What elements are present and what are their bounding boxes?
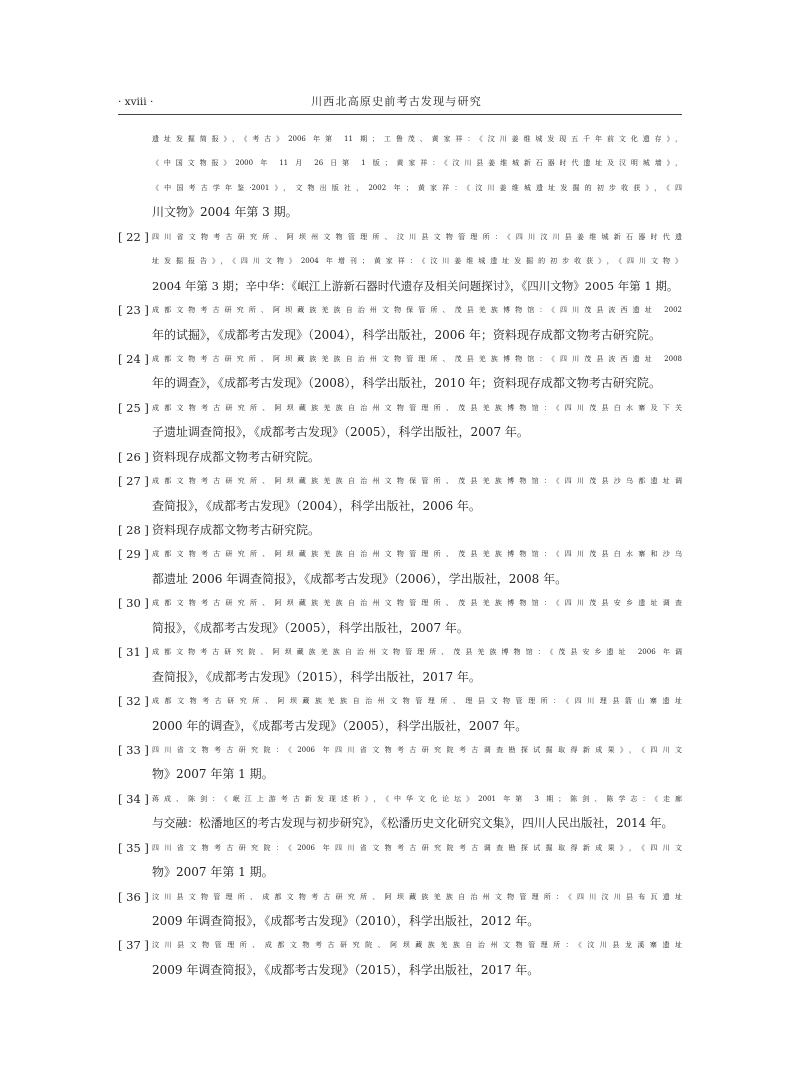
reference-line: 年的调查》，《成都考古发现》（2008），科学出版社，2010 年；资料现存成都文物考古研究院。 (152, 376, 661, 391)
reference-line: 年的试掘》，《成都考古发现》（2004），科学出版社，2006 年；资料现存成都文物考古研究院。 (152, 327, 661, 342)
reference-24 (118, 347, 682, 396)
reference-number: [ 37 ] (118, 938, 149, 953)
reference-29 (118, 542, 682, 591)
reference-line: 成都文物考古研究所、阿坝藏族羌族自治州文物保管所、茂县羌族博物馆：《四川茂县波西遗址 2002 (152, 306, 682, 315)
reference-line: 四川省文物考古研究所、阿坝州文物管理所、汶川县文物管理所：《四川汶川县姜维城新石器时代遗 (152, 232, 682, 241)
header-rule (118, 114, 682, 115)
reference-number: [ 32 ] (118, 694, 149, 709)
reference-line: 四川省文物考古研究院：《2006 年四川省文物考古研究院考古调查勘探试掘取得新成果》，《四川文 (152, 745, 682, 754)
reference-number: [ 22 ] (118, 229, 149, 244)
reference-line: 2004 年第 3 期；辛中华：《岷江上游新石器时代遗存及相关问题探讨》，《四川文物》2005 年第 1 期。 (152, 278, 679, 293)
reference-line: 2009 年调查简报》，《成都考古发现》（2015），科学出版社，2017 年。 (152, 962, 540, 977)
reference-37 (118, 933, 682, 982)
reference-continued (118, 127, 682, 225)
reference-line: 子遗址调查简报》，《成都考古发现》（2005），科学出版社，2007 年。 (152, 425, 529, 440)
reference-line: 成都文物考古研究所、阿坝藏族羌族自治州文物管理所、茂县羌族博物馆：《四川茂县安乡遗址调查 (152, 599, 682, 608)
reference-line: 成都文物考古研究院、阿坝藏族羌族自治州文物管理所、茂县羌族博物馆：《茂县安乡遗址 2006 年调 (152, 648, 682, 657)
reference-23 (118, 298, 682, 347)
reference-line: 《中国考古学年鉴·2001》，文物出版社，2002 年；黄家祥：《汶川姜维城遗址发掘的初步收获》，《四 (152, 183, 682, 192)
reference-line: 成都文物考古研究所、阿坝藏族羌族自治州文物管理所、茂县羌族博物馆：《四川茂县白水寨及下关 (152, 403, 682, 412)
reference-line: 汶川县文物管理所、成都文物考古研究院、阿坝藏族羌族自治州文物管理所：《汶川县龙溪寨遗址 (152, 941, 682, 950)
reference-36 (118, 885, 682, 934)
reference-number: [ 31 ] (118, 645, 149, 660)
reference-number: [ 24 ] (118, 351, 149, 366)
reference-32 (118, 689, 682, 738)
reference-line: 遗址发掘简报》，《考古》2006 年第 11 期；工鲁茂、黄家祥：《汶川姜维城发现五千年前文化遗存》， (152, 135, 682, 143)
reference-line: 汶川县文物管理所、成都文物考古研究所、阿坝藏族羌族自治州文物管理所：《四川汶川县布瓦遗址 (152, 892, 682, 901)
reference-number: [ 27 ] (118, 474, 149, 489)
reference-number: [ 30 ] (118, 596, 149, 611)
reference-28 (118, 518, 682, 542)
reference-line: 2000 年的调查》，《成都考古发现》（2005），科学出版社，2007 年。 (152, 718, 528, 733)
reference-30 (118, 591, 682, 640)
reference-line: 都遗址 2006 年调查简报》，《成都考古发现》（2006），学出版社，2008 年。 (152, 571, 568, 586)
reference-line: 简报》，《成都考古发现》（2005），科学出版社，2007 年。 (152, 620, 469, 635)
reference-number: [ 23 ] (118, 303, 149, 318)
running-title: 川西北高原史前考古发现与研究 (311, 95, 482, 108)
reference-33 (118, 738, 682, 787)
reference-line: 物》2007 年第 1 期。 (152, 767, 274, 782)
reference-line: 四川省文物考古研究院：《2006 年四川省文物考古研究院考古调查勘探试掘取得新成果》，《四川文 (152, 843, 682, 852)
reference-line: 《中国文物报》2000 年 11 月 26 日第 1 版；黄家祥：《汶川县姜维城新石器时代遗址及汉明城墙》， (152, 159, 682, 168)
reference-26 (118, 445, 682, 469)
reference-34 (118, 787, 682, 836)
reference-line: 资料现存成都文物考古研究院。 (152, 523, 321, 537)
reference-number: [ 36 ] (118, 889, 149, 904)
reference-number: [ 26 ] (118, 449, 149, 464)
reference-number: [ 28 ] (118, 523, 149, 537)
reference-line: 成都文物考古研究所、阿坝藏族羌族自治州文物管理所、茂县羌族博物馆：《四川茂县白水寨和沙乌 (152, 550, 682, 559)
reference-line: 成都文物考古研究所、阿坝藏族羌族自治州文物管理所、茂县羌族博物馆：《四川茂县波西遗址 2008 (152, 354, 682, 363)
reference-line: 查简报》，《成都考古发现》（2004），科学出版社，2006 年。 (152, 498, 481, 513)
reference-line: 2009 年调查简报》，《成都考古发现》（2010），科学出版社，2012 年。 (152, 914, 540, 928)
reference-line: 址发掘报告》，《四川文物》2004 年增刊；黄家祥：《汶川姜维城遗址发掘的初步收获》，《四川文物》 (152, 257, 682, 266)
reference-line: 成都文物考古研究所、阿坝藏族羌族自治州文物管理所、理县文物管理所：《四川理县箭山寨遗址 (152, 697, 682, 706)
reference-number: [ 25 ] (118, 400, 149, 415)
reference-line: 川文物》2004 年第 3 期。 (152, 205, 298, 220)
reference-35 (118, 836, 682, 885)
reference-31 (118, 640, 682, 689)
reference-number: [ 35 ] (118, 840, 149, 855)
reference-line: 资料现存成都文物考古研究院。 (152, 449, 321, 464)
reference-list (118, 127, 682, 982)
reference-line: 物》2007 年第 1 期。 (152, 865, 274, 880)
reference-line: 查简报》，《成都考古发现》（2015），科学出版社，2017 年。 (152, 669, 481, 684)
reference-25 (118, 396, 682, 445)
reference-number: [ 33 ] (118, 742, 149, 757)
reference-number: [ 34 ] (118, 791, 149, 806)
reference-27 (118, 469, 682, 518)
reference-line: 成都文物考古研究所、阿坝藏族羌族自治州文物保管所、茂县羌族博物馆：《四川茂县沙乌都遗址调 (152, 477, 682, 486)
reference-line: 蒋成、陈剑：《岷江上游考古新发现述析》，《中华文化论坛》2001 年第 3 期；陈剑、陈学志：《走廊 (152, 794, 682, 803)
reference-22 (118, 225, 682, 298)
page-number: · xviii · (118, 96, 154, 108)
reference-line: 与交融：松潘地区的考古发现与初步研究》，《松潘历史文化研究文集》，四川人民出版社，2014 年。 (152, 816, 674, 831)
reference-number: [ 29 ] (118, 547, 149, 562)
